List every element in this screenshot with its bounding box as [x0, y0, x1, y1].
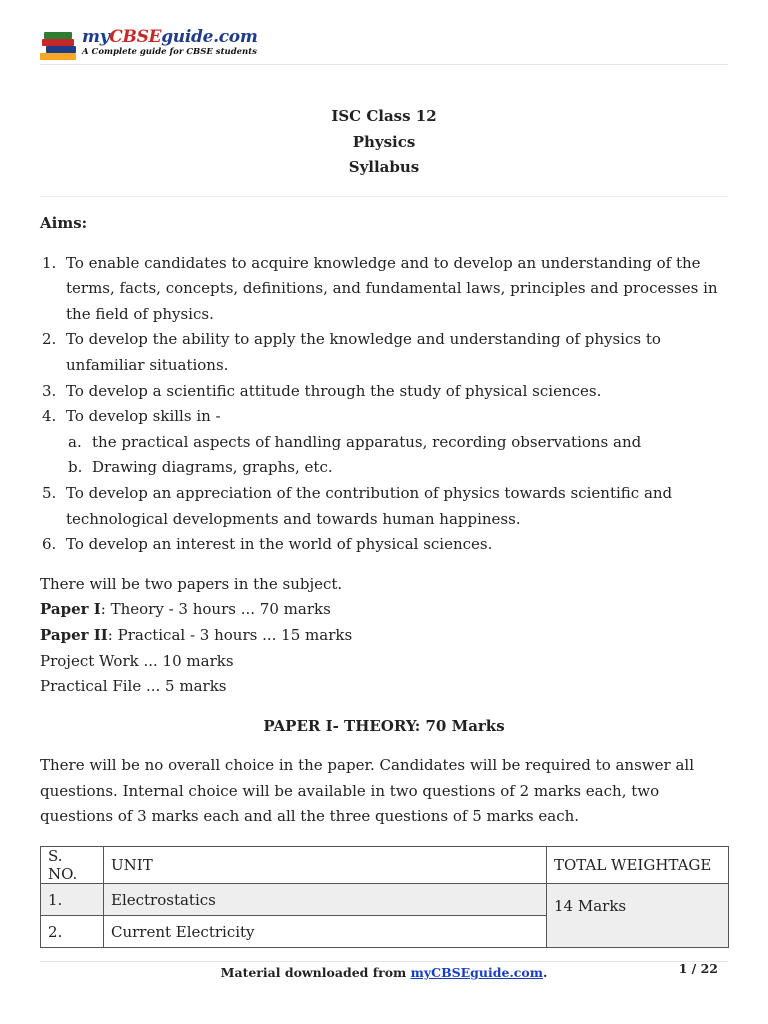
title-syllabus: Syllabus [348, 158, 420, 176]
cell-weightage: 14 Marks [547, 884, 729, 948]
logo-name: myCBSEguide.com [82, 27, 258, 48]
project-line: Project Work ... 10 marks [40, 651, 234, 670]
paper1-line: Paper I: Theory - 3 hours ... 70 marks [40, 600, 331, 619]
cell-unit: Current Electricity [104, 916, 547, 948]
paper2-line: Paper II: Practical - 3 hours ... 15 marks [40, 625, 353, 644]
header-unit: UNIT [104, 847, 547, 884]
title-divider [40, 196, 728, 197]
footer-text: Material downloaded from myCBSEguide.com. [220, 965, 548, 980]
table-header-row [41, 847, 729, 884]
footer-link[interactable]: myCBSEguide.com [410, 965, 543, 980]
aims-list [40, 251, 728, 558]
main-content [40, 211, 728, 830]
logo-tagline: A Complete guide for CBSE students [82, 47, 257, 58]
books-icon [40, 28, 80, 58]
document-title [40, 104, 728, 181]
page-number: 1 / 22 [678, 961, 718, 976]
aims-heading: Aims: [40, 214, 88, 232]
mycbseguide-logo[interactable] [40, 26, 258, 60]
footer-divider [40, 961, 728, 962]
theory-paragraph: There will be no overall choice in the paper. Candidates will be required to answer all questions. Internal choice will be available in two questions of 2 marks each, two questions of 3 marks each and all the three questions of 5 marks each. [40, 756, 694, 826]
title-class: ISC Class 12 [331, 107, 437, 125]
sub-list-item: a. the practical aspects of handling apparatus, recording observations and [68, 432, 642, 451]
list-item: 3. To develop a scientific attitude through the study of physical sciences. [42, 381, 602, 400]
page-footer [40, 963, 728, 983]
units-table [40, 846, 729, 948]
header-weightage: TOTAL WEIGHTAGE [547, 847, 729, 884]
header-sno: S. NO. [41, 847, 104, 884]
cell-sno: 2. [41, 916, 104, 948]
list-item: 2. To develop the ability to apply the knowledge and understanding of physics to unfamiliar situations. [42, 330, 661, 374]
list-item: 1. To enable candidates to acquire knowledge and to develop an understanding of the terms, facts, concepts, definitions, and fundamental laws, principles and processes in the field of physics. [42, 253, 718, 323]
practical-file-line: Practical File ... 5 marks [40, 677, 227, 696]
sub-list-item: b. Drawing diagrams, graphs, etc. [68, 458, 333, 477]
list-item: 6. To develop an interest in the world of physical sciences. [42, 535, 493, 554]
title-subject: Physics [352, 132, 416, 151]
table-row [41, 884, 729, 916]
list-item: 5. To develop an appreciation of the contribution of physics towards scientific and technological developments and towards human happiness. [42, 483, 673, 528]
list-item: 4. To develop skills in - [42, 407, 221, 426]
cell-sno: 1. [41, 884, 104, 916]
cell-unit: Electrostatics [104, 884, 547, 916]
theory-heading: PAPER I- THEORY: 70 Marks [263, 716, 505, 735]
page-header [40, 26, 728, 65]
papers-intro: There will be two papers in the subject. [40, 574, 343, 593]
